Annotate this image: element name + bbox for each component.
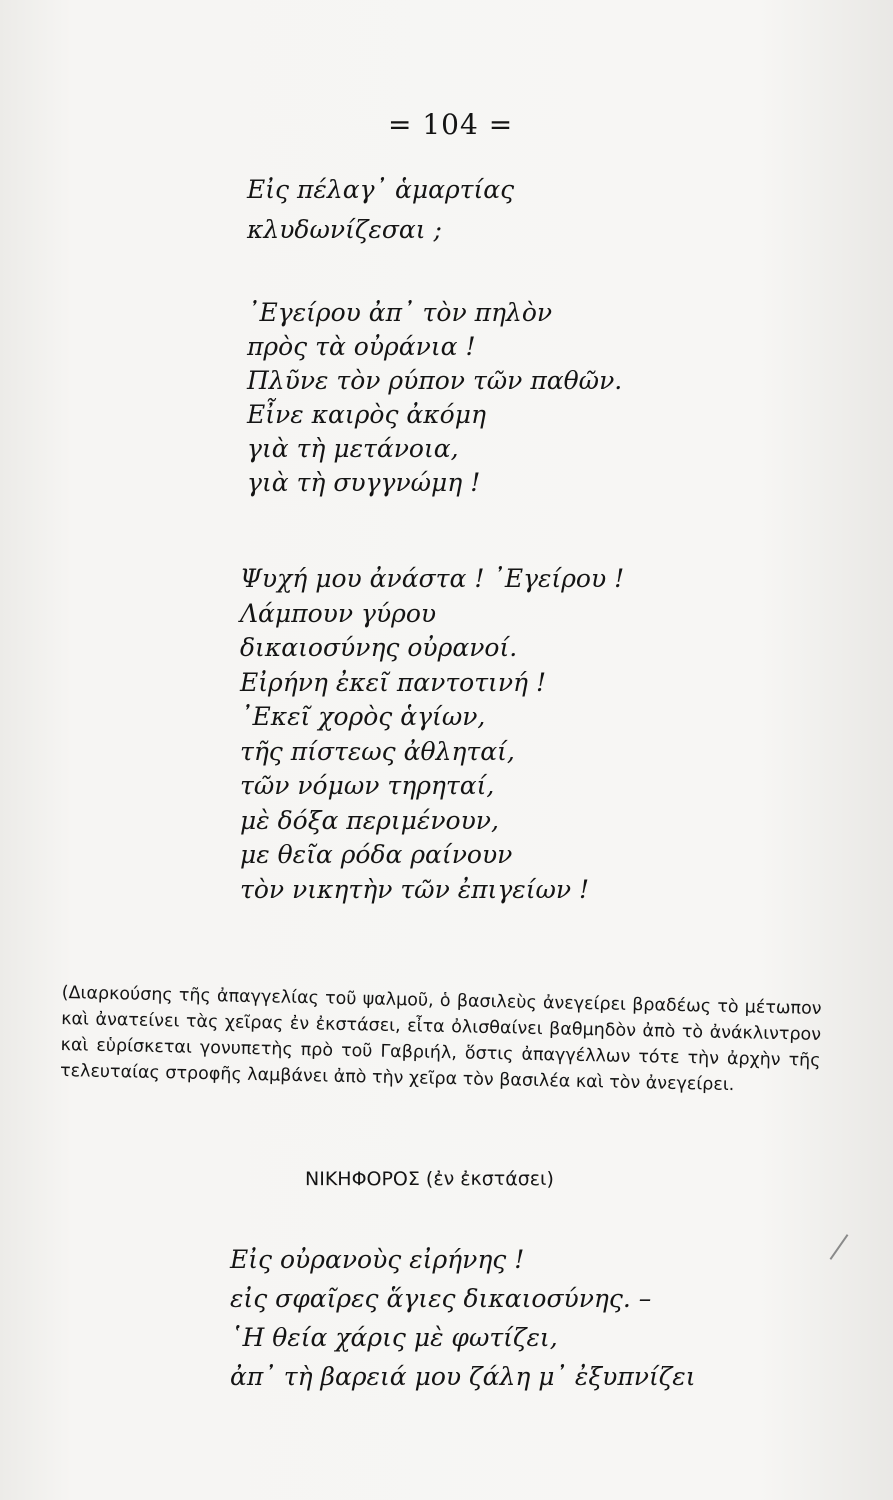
page-number: = 104 = (388, 108, 514, 141)
verse-line: ἀπ᾽ τὴ βαρειά μου ζάλη μ᾽ ἐξυπνίζει (230, 1362, 696, 1391)
verse-line: Εἰς πέλαγ᾽ ἁμαρτίας (247, 175, 515, 204)
verse-line: τῆς πίστεως ἀθληταί, (240, 736, 515, 766)
stanza-3 (240, 562, 624, 907)
verse-line: γιὰ τὴ μετάνοια, (247, 434, 459, 463)
verse-line: ῾Η θεία χάρις μὲ φωτίζει, (230, 1323, 558, 1352)
verse-line: Εἶνε καιρὸς ἀκόμη (247, 400, 486, 429)
verse-line: μὲ δόξα περιμένουν, (240, 805, 499, 835)
verse-line: Εἰρήνη ἐκεῖ παντοτινή ! (240, 667, 547, 697)
stanza-1 (247, 170, 514, 250)
verse-line: κλυδωνίζεσαι ; (247, 215, 442, 244)
verse-line: με θεῖα ρόδα ραίνουν (240, 840, 513, 869)
verse-line: τῶν νόμων τηρηταί, (240, 771, 495, 800)
verse-line: Ψυχή μου ἀνάστα ! ᾽Εγείρου ! (240, 564, 625, 593)
verse-line: γιὰ τὴ συγγνώμη ! (247, 468, 481, 497)
verse-line: Λάμπουν γύρου (240, 598, 437, 628)
verse-line: εἰς σφαῖρες ἅγιες δικαιοσύνης. – (230, 1284, 652, 1313)
verse-line: Πλῦνε τὸν ρύπον τῶν παθῶν. (247, 366, 623, 395)
paper-scratch-mark (830, 1234, 849, 1260)
verse-line: δικαιοσύνης οὐρανοί. (240, 633, 518, 662)
closing-stanza (230, 1240, 696, 1396)
verse-line: πρὸς τὰ οὐράνια ! (247, 332, 476, 361)
verse-line: ᾽Εκεῖ χορὸς ἁγίων, (240, 702, 486, 731)
stanza-2 (247, 296, 622, 500)
verse-line: τὸν νικητὴν τῶν ἐπιγείων ! (240, 874, 590, 904)
stage-direction: (Διαρκούσης τῆς ἀπαγγελίας τοῦ ψαλμοῦ, ὁ βασιλεὺς ἀνεγείρει βραδέως τὸ μέτωπον καὶ ἀνατείνει τὰς χεῖρας ἐν ἐκστάσει, εἶτα ὀλισθαίνει βαθμηδὸν ἀπὸ τὸ ἀνάκλιντρον καὶ εὑρίσκεται γονυπετὴς πρὸ τοῦ Γαβριήλ, ὅστις ἀπαγγέλλων τότε τὴν ἀρχὴν τῆς τελευταίας στροφῆς λαμβάνει ἀπὸ τὴν χεῖρα τὸν βασιλέα καὶ τὸν ἀνεγείρει. (59, 982, 822, 1095)
verse-line: ᾽Εγείρου ἀπ᾽ τὸν πηλὸν (247, 298, 553, 327)
speaker-heading: ΝΙΚΗΦΟΡΟΣ (ἐν ἐκστάσει) (305, 1168, 554, 1190)
verse-line: Εἰς οὐρανοὺς εἰρήνης ! (230, 1245, 525, 1274)
